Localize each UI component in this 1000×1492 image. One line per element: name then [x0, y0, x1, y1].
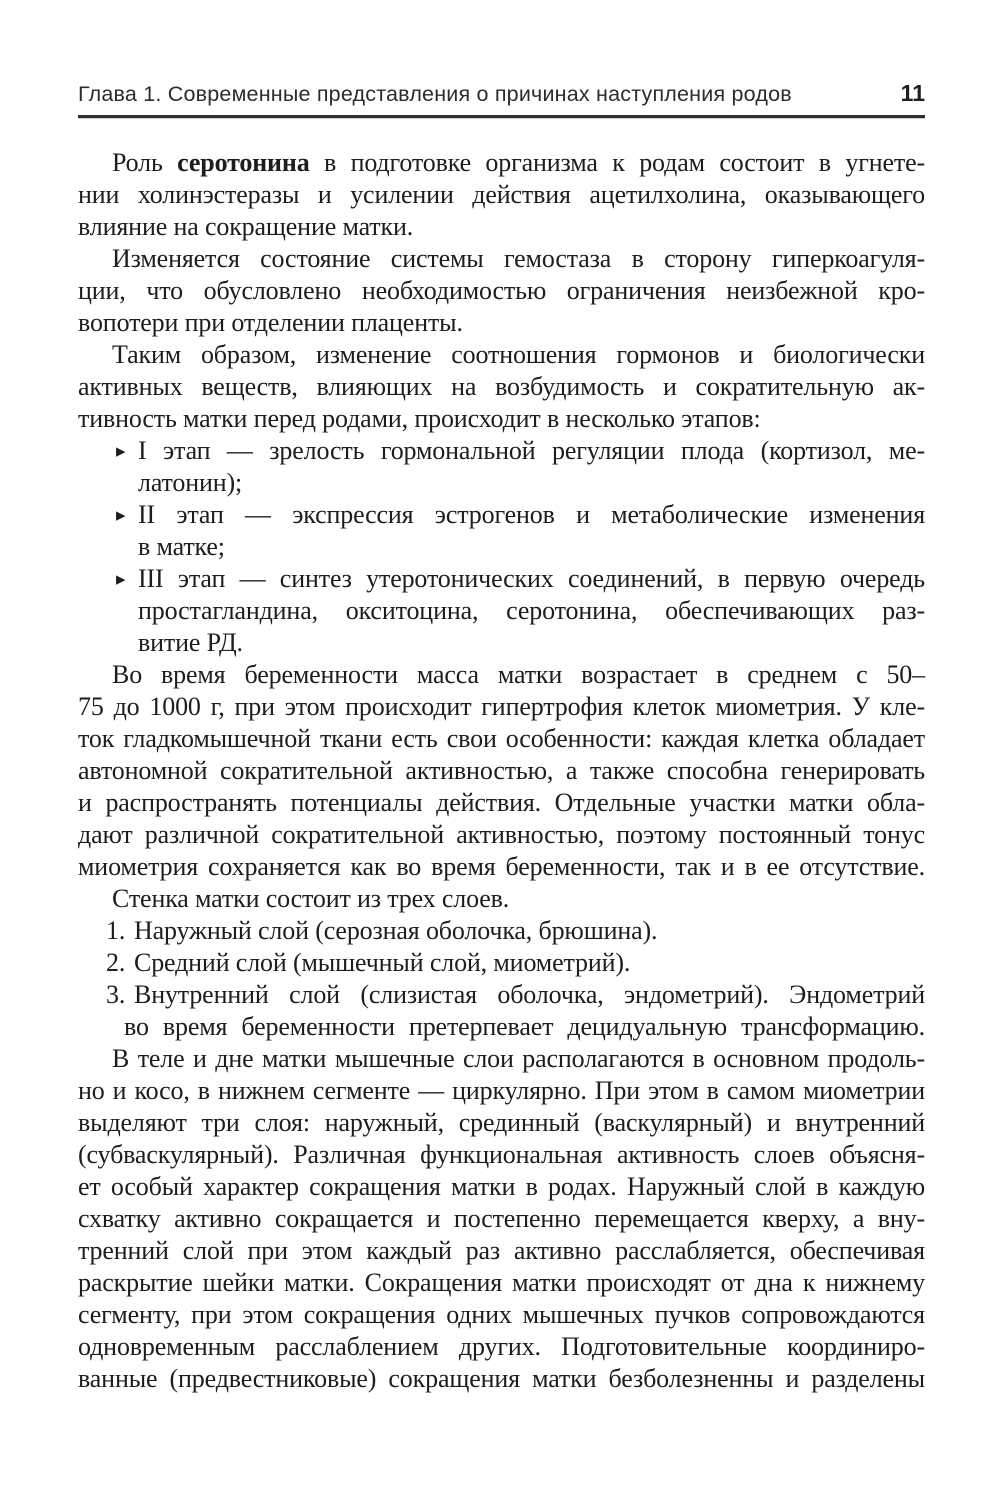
- bold-term: серотонина: [177, 148, 310, 177]
- text-line: Во время беременности масса матки возрастает в среднем с 50–: [112, 660, 925, 689]
- text-line: в матке;: [138, 532, 225, 561]
- text-line: схватку активно сокращается и постепенно перемещается кверху, а вну-: [78, 1204, 925, 1233]
- paragraph: [78, 147, 925, 243]
- paragraph: [78, 1043, 925, 1395]
- list-item: [78, 563, 925, 659]
- paragraph: [78, 883, 925, 915]
- item-number: 3.: [106, 980, 126, 1009]
- text-line: миометрия сохраняется как во время беременности, так и в ее отсутствие.: [78, 852, 925, 881]
- paragraph: [78, 659, 925, 883]
- text-line: но и косо, в нижнем сегменте — циркулярно. При этом в самом миометрии: [78, 1076, 925, 1105]
- text-line: Средний слой (мышечный слой, миометрий).: [134, 948, 631, 977]
- text-line: во время беременности претерпевает децидуальную трансформацию.: [124, 1012, 925, 1041]
- text-line: тивность матки перед родами, происходит в несколько этапов:: [78, 404, 761, 433]
- bullet-icon: ▸: [116, 441, 126, 462]
- chapter-header-title: Глава 1. Современные представления о причинах наступления родов: [78, 82, 792, 106]
- text-line: Стенка матки состоит из трех слоев.: [112, 884, 510, 913]
- text-line: раскрытие шейки матки. Сокращения матки происходят от дна к нижнему: [78, 1268, 925, 1297]
- header-rule: [78, 115, 925, 118]
- item-number: 2.: [106, 948, 126, 977]
- text-line: I этап — зрелость гормональной регуляции плода (кортизол, ме-: [138, 436, 925, 465]
- list-item: [78, 915, 925, 947]
- text-line: ток гладкомышечной ткани есть свои особенности: каждая клетка обладает: [78, 724, 925, 753]
- text-line: Внутренний слой (слизистая оболочка, эндометрий). Эндометрий: [134, 980, 925, 1009]
- text-line: В теле и дне матки мышечные слои располагаются в основном продоль-: [112, 1044, 925, 1073]
- page-body: [78, 147, 925, 1395]
- list-item: [78, 435, 925, 499]
- text-line: тренний слой при этом каждый раз активно расслабляется, обеспечивая: [78, 1236, 925, 1265]
- paragraph: [78, 243, 925, 339]
- text-line: латонин);: [138, 468, 243, 497]
- text-line: одновременным расслаблением других. Подготовительные координиро-: [78, 1332, 925, 1361]
- text-line: (субваскулярный). Различная функциональная активность слоев объясня-: [78, 1140, 925, 1169]
- paragraph: [78, 339, 925, 435]
- text-line: II этап — экспрессия эстрогенов и метаболические изменения: [138, 500, 925, 529]
- list-item: [78, 947, 925, 979]
- text-line: ванные (предвестниковые) сокращения матки безболезненны и разделены: [78, 1364, 925, 1393]
- text-line: влияние на сокращение матки.: [78, 212, 414, 241]
- item-number: 1.: [106, 916, 126, 945]
- text-line: простагландина, окситоцина, серотонина, обеспечивающих раз-: [138, 596, 925, 625]
- text-line: III этап — синтез утеротонических соединений, в первую очередь: [138, 564, 925, 593]
- page-number: 11: [900, 80, 925, 106]
- text-line: вопотери при отделении плаценты.: [78, 308, 463, 337]
- text-line: выделяют три слоя: наружный, срединный (васкулярный) и внутренний: [78, 1108, 925, 1137]
- text-line: дают различной сократительной активностью, поэтому постоянный тонус: [78, 820, 925, 849]
- list-item: [78, 499, 925, 563]
- text-segment: Роль: [112, 148, 178, 177]
- text-line: [78, 147, 925, 179]
- list-item: [78, 979, 925, 1043]
- bullet-icon: ▸: [116, 505, 126, 526]
- text-line: Наружный слой (серозная оболочка, брюшина).: [134, 916, 658, 945]
- bullet-icon: ▸: [116, 569, 126, 590]
- text-line: нии холинэстеразы и усилении действия ацетилхолина, оказывающего: [78, 180, 925, 209]
- text-line: и распространять потенциалы действия. Отдельные участки матки обла-: [78, 788, 925, 817]
- text-line: сегменту, при этом сокращения одних мышечных пучков сопровождаются: [78, 1300, 925, 1329]
- text-line: ет особый характер сокращения матки в родах. Наружный слой в каждую: [78, 1172, 925, 1201]
- text-line: витие РД.: [138, 628, 243, 657]
- text-line: активных веществ, влияющих на возбудимость и сократительную ак-: [78, 372, 925, 401]
- text-line: 75 до 1000 г, при этом происходит гипертрофия клеток миометрия. У кле-: [78, 692, 925, 721]
- text-line: автономной сократительной активностью, а также способна генерировать: [78, 756, 925, 785]
- text-segment: в подготовке организма к родам состоит в угнете-: [309, 148, 925, 177]
- text-line: Изменяется состояние системы гемостаза в сторону гиперкоагуля-: [112, 244, 925, 273]
- text-line: Таким образом, изменение соотношения гормонов и биологически: [112, 340, 925, 369]
- page-header: [78, 80, 925, 107]
- text-line: ции, что обусловлено необходимостью ограничения неизбежной кро-: [78, 276, 925, 305]
